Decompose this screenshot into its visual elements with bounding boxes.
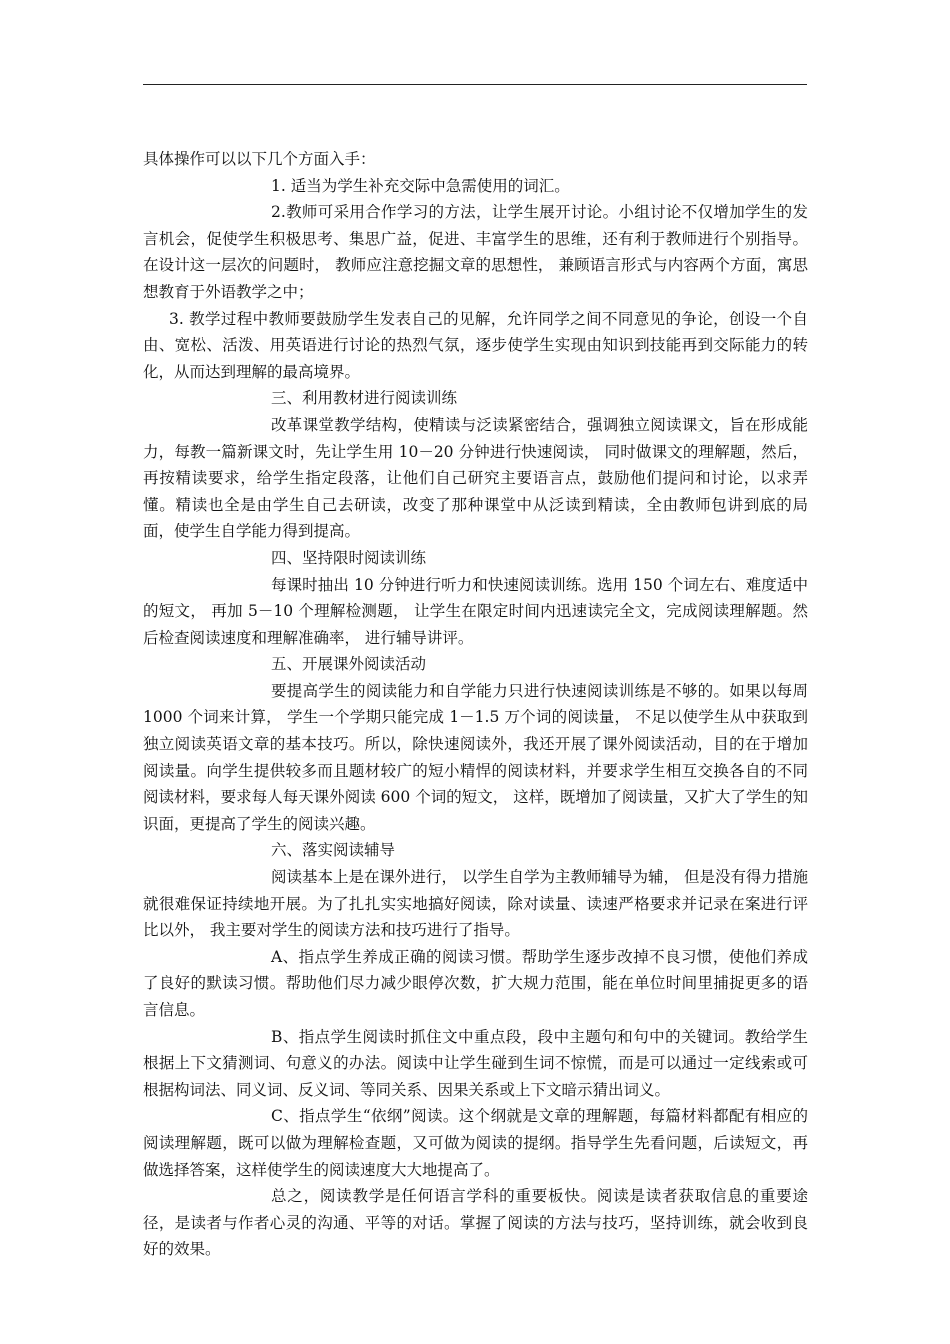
intro-paragraph: 具体操作可以以下几个方面入手： xyxy=(143,150,376,168)
section-heading-6: 六、落实阅读辅导 xyxy=(271,841,396,860)
list-item-3: 3. 教学过程中教师要鼓励学生发表自己的见解，允许同学之间不同意见的争论，创设一个自由、宽松、活泼、用英语进行讨论的热烈气氛，逐步使学生实现由知识到技能再到交际能力的转化，从而达到理解的最高境界。 xyxy=(143,309,808,381)
guidance-paragraph-b: B、指点学生阅读时抓住文中重点段，段中主题句和句中的关键词。教给学生根据上下文猜测词、句意义的办法。阅读中让学生碰到生词不惊慌，而是可以通过一定线索或可根据构词法、同义词、反义词、等同关系、因果关系或上下文暗示猜出词义。 xyxy=(143,1027,808,1099)
guidance-paragraph-c: C、指点学生“依纲”阅读。这个纲就是文章的理解题，每篇材料都配有相应的阅读理解题，既可以做为理解检查题，又可做为阅读的提纲。指导学生先看问题，后读短文，再做选择答案，这样使学生的阅读速度大大地提高了。 xyxy=(143,1107,808,1179)
conclusion-paragraph: 总之，阅读教学是任何语言学科的重要板快。阅读是读者获取信息的重要途径，是读者与作者心灵的沟通、平等的对话。掌握了阅读的方法与技巧，坚持训练，就会收到良好的效果。 xyxy=(143,1187,808,1259)
section-heading-3: 三、利用教材进行阅读训练 xyxy=(271,389,458,408)
document-body xyxy=(143,146,808,1263)
list-item-1: 1. 适当为学生补充交际中急需使用的词汇。 xyxy=(271,176,570,195)
section-paragraph-4: 每课时抽出 10 分钟进行听力和快速阅读训练。选用 150 个词左右、难度适中的短文， 再加 5－10 个理解检测题， 让学生在限定时间内迅速读完全文，完成阅读理解题。然后检查阅读速度和理解准确率， 进行辅导讲评。 xyxy=(143,575,808,647)
section-heading-4: 四、坚持限时阅读训练 xyxy=(271,548,427,567)
header-rule xyxy=(143,84,807,85)
section-paragraph-3: 改革课堂教学结构，使精读与泛读紧密结合，强调独立阅读课文，旨在形成能力，每教一篇新课文时，先让学生用 10－20 分钟进行快速阅读， 同时做课文的理解题，然后，再按精读要求，给学生指定段落，让他们自己研究主要语言点，鼓励他们提问和讨论，以求弄懂。精读也全是由学生自己去研读，改变了那种课堂中从泛读到精读，全由教师包讲到底的局面，使学生自学能力得到提高。 xyxy=(143,415,808,541)
section-paragraph-6: 阅读基本上是在课外进行， 以学生自学为主教师辅导为辅， 但是没有得力措施就很难保证持续地开展。为了扎扎实实地搞好阅读，除对读量、读速严格要求并记录在案进行评比以外， 我主要对学生的阅读方法和技巧进行了指导。 xyxy=(143,868,808,940)
list-item-2: 2.教师可采用合作学习的方法，让学生展开讨论。小组讨论不仅增加学生的发言机会，促使学生积极思考、集思广益，促进、丰富学生的思维，还有利于教师进行个别指导。在设计这一层次的问题时， 教师应注意挖掘文章的思想性， 兼顾语言形式与内容两个方面，寓思想教育于外语教学之中； xyxy=(143,203,808,301)
guidance-paragraph-a: A、指点学生养成正确的阅读习惯。帮助学生逐步改掉不良习惯，使他们养成了良好的默读习惯。帮助他们尽力减少眼停次数，扩大规力范围，能在单位时间里捕捉更多的语言信息。 xyxy=(143,947,808,1019)
section-heading-5: 五、开展课外阅读活动 xyxy=(271,655,427,674)
section-paragraph-5: 要提高学生的阅读能力和自学能力只进行快速阅读训练是不够的。如果以每周 1000 个词来计算， 学生一个学期只能完成 1－1.5 万个词的阅读量， 不足以使学生从中获取到独立阅读英语文章的基本技巧。所以，除快速阅读外，我还开展了课外阅读活动，目的在于增加阅读量。向学生提供较多而且题材较广的短小精悍的阅读材料，并要求学生相互交换各自的不同阅读材料，要求每人每天课外阅读 600 个词的短文， 这样，既增加了阅读量，又扩大了学生的知识面，更提高了学生的阅读兴趣。 xyxy=(143,681,808,833)
